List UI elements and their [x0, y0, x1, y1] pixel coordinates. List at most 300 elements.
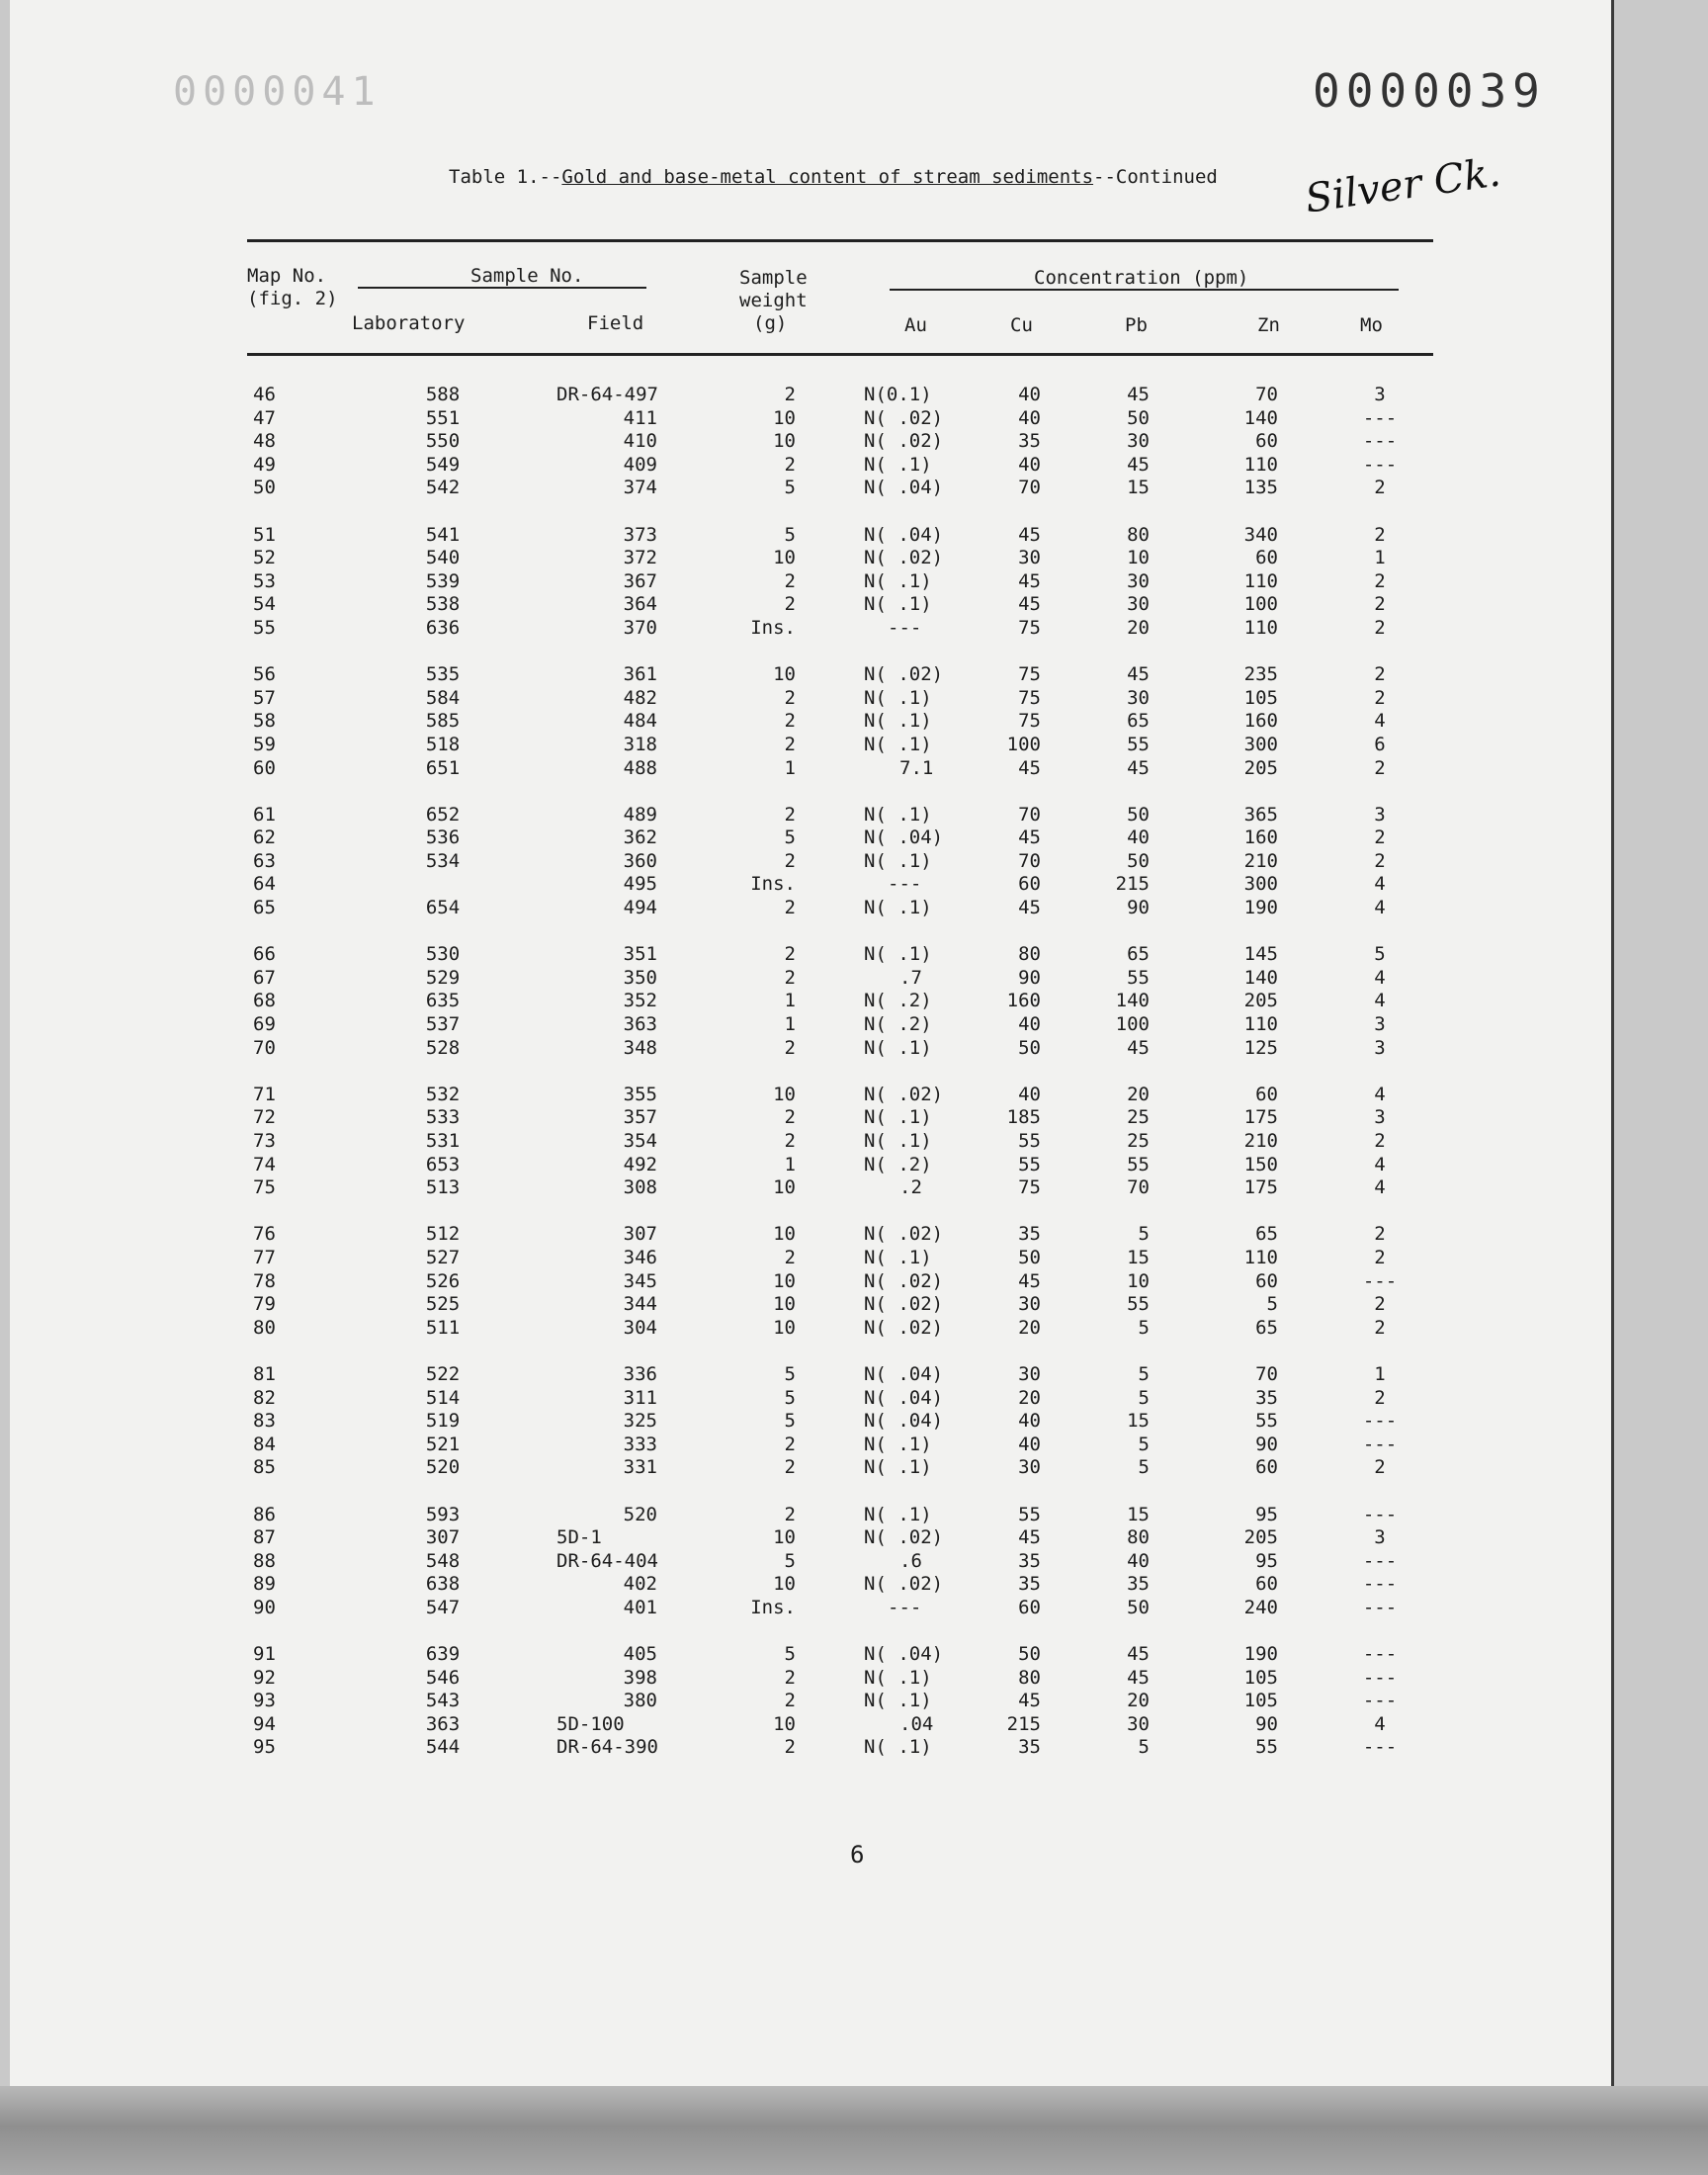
cell-lab: 526: [425, 1269, 461, 1292]
cell-pb: 140: [1115, 990, 1150, 1012]
cell-lab: 540: [425, 547, 461, 569]
cell-field: 482: [623, 686, 657, 709]
cell-field: 308: [623, 1176, 657, 1199]
cell-pb: 25: [1127, 1130, 1150, 1152]
cell-lab: 513: [425, 1176, 461, 1199]
cell-lab: 536: [425, 826, 461, 849]
cell-mo: 2: [1374, 1386, 1386, 1409]
cell-au: N( .1): [864, 686, 932, 709]
cell-pb: 10: [1127, 1269, 1150, 1292]
cell-lab: 528: [425, 1036, 461, 1059]
cell-wt: 2: [784, 1666, 796, 1689]
cell-cu: 100: [1006, 733, 1041, 755]
cell-cu: 75: [1018, 1176, 1041, 1199]
header-field: Field: [587, 312, 644, 334]
cell-pb: 55: [1127, 733, 1150, 755]
table-row: [10, 454, 1611, 478]
cell-zn: 190: [1243, 897, 1278, 919]
cell-mo: 2: [1374, 1246, 1386, 1268]
cell-au: N( .1): [864, 1130, 932, 1152]
cell-au: N( .1): [864, 1246, 932, 1268]
cell-map: 75: [253, 1176, 276, 1199]
cell-wt: 1: [784, 1013, 796, 1036]
cell-pb: 55: [1127, 966, 1150, 989]
cell-pb: 30: [1127, 593, 1150, 616]
cell-wt: 2: [784, 1456, 796, 1479]
cell-pb: 45: [1127, 663, 1150, 686]
cell-map: 56: [253, 663, 276, 686]
cell-lab: 585: [425, 710, 461, 733]
cell-mo: 4: [1374, 873, 1386, 896]
cell-lab: 638: [425, 1573, 461, 1596]
table-row: [10, 1247, 1611, 1270]
cell-au: N( .04): [864, 523, 944, 546]
cell-wt: 2: [784, 1433, 796, 1455]
table-row: [10, 1154, 1611, 1177]
cell-mo: 5: [1374, 943, 1386, 966]
cell-lab: 588: [425, 384, 461, 405]
cell-map: 78: [253, 1269, 276, 1292]
cell-mo: 3: [1374, 803, 1386, 826]
document-number: 0000039: [1313, 64, 1546, 118]
cell-field: 367: [623, 569, 657, 592]
cell-cu: 35: [1018, 1736, 1041, 1759]
cell-cu: 40: [1018, 384, 1041, 405]
cell-mo: 2: [1374, 826, 1386, 849]
cell-wt: 2: [784, 803, 796, 826]
table-row: [10, 804, 1611, 827]
cell-cu: 215: [1006, 1712, 1041, 1735]
cell-wt: 5: [784, 1362, 796, 1385]
cell-pb: 90: [1127, 897, 1150, 919]
cell-cu: 75: [1018, 710, 1041, 733]
table-row: [10, 663, 1611, 687]
cell-cu: 20: [1018, 1386, 1041, 1409]
cell-lab: 519: [425, 1410, 461, 1433]
cell-field: 484: [623, 710, 657, 733]
cell-wt: 2: [784, 897, 796, 919]
cell-map: 51: [253, 523, 276, 546]
cell-map: 70: [253, 1036, 276, 1059]
cell-field: 336: [623, 1362, 657, 1385]
table-row: [10, 524, 1611, 548]
cell-pb: 20: [1127, 1690, 1150, 1712]
cell-pb: 20: [1127, 616, 1150, 639]
cell-zn: 205: [1243, 756, 1278, 779]
cell-mo: 2: [1374, 1456, 1386, 1479]
cell-mo: ---: [1362, 1549, 1398, 1572]
cell-zn: 160: [1243, 826, 1278, 849]
cell-mo: 4: [1374, 1153, 1386, 1175]
cell-zn: 140: [1243, 406, 1278, 429]
cell-field: 354: [623, 1130, 657, 1152]
table-row: [10, 943, 1611, 967]
cell-mo: 4: [1374, 897, 1386, 919]
cell-map: 84: [253, 1433, 276, 1455]
cell-mo: 2: [1374, 756, 1386, 779]
cell-cu: 55: [1018, 1503, 1041, 1525]
cell-pb: 50: [1127, 849, 1150, 872]
cell-pb: 50: [1127, 406, 1150, 429]
cell-pb: 80: [1127, 523, 1150, 546]
table-row: [10, 1037, 1611, 1061]
cell-mo: ---: [1362, 1690, 1398, 1712]
cell-field: 307: [623, 1223, 657, 1246]
table-row: [10, 1223, 1611, 1247]
cell-mo: ---: [1362, 1643, 1398, 1666]
cell-cu: 75: [1018, 663, 1041, 686]
cell-wt: 5: [784, 1549, 796, 1572]
cell-field: 325: [623, 1410, 657, 1433]
table-row: [10, 1176, 1611, 1200]
cell-field: 311: [623, 1386, 657, 1409]
cell-mo: ---: [1362, 430, 1398, 453]
table-row: [10, 1667, 1611, 1691]
cell-au: N( .1): [864, 710, 932, 733]
cell-pb: 5: [1138, 1736, 1150, 1759]
cell-au: N( .1): [864, 897, 932, 919]
sample-no-rule: [358, 287, 646, 289]
cell-lab: 543: [425, 1690, 461, 1712]
handwritten-note: Silver Ck.: [1302, 149, 1503, 222]
cell-au: ---: [888, 873, 922, 896]
table-row: [10, 407, 1611, 431]
cell-field: 494: [623, 897, 657, 919]
cell-cu: 30: [1018, 1293, 1041, 1316]
cell-map: 53: [253, 569, 276, 592]
cell-zn: 60: [1255, 1573, 1278, 1596]
cell-wt: 2: [784, 710, 796, 733]
cell-pb: 45: [1127, 1666, 1150, 1689]
cell-map: 65: [253, 897, 276, 919]
cell-wt: 2: [784, 733, 796, 755]
cell-zn: 65: [1255, 1316, 1278, 1339]
cell-cu: 45: [1018, 1690, 1041, 1712]
cell-au: N( .04): [864, 1643, 944, 1666]
cell-mo: ---: [1362, 406, 1398, 429]
cell-mo: 1: [1374, 547, 1386, 569]
cell-mo: ---: [1362, 1596, 1398, 1618]
cell-mo: ---: [1362, 1503, 1398, 1525]
cell-au: N( .1): [864, 1666, 932, 1689]
cell-field: 348: [623, 1036, 657, 1059]
cell-cu: 70: [1018, 849, 1041, 872]
cell-map: 88: [253, 1549, 276, 1572]
cell-lab: 530: [425, 943, 461, 966]
cell-zn: 175: [1243, 1106, 1278, 1129]
cell-mo: ---: [1362, 1433, 1398, 1455]
cell-au: N( .04): [864, 1362, 944, 1385]
cell-wt: 10: [773, 547, 796, 569]
cell-mo: 6: [1374, 733, 1386, 755]
cell-zn: 95: [1255, 1549, 1278, 1572]
cell-lab: 651: [425, 756, 461, 779]
cell-wt: 2: [784, 1503, 796, 1525]
cell-zn: 105: [1243, 1690, 1278, 1712]
cell-cu: 50: [1018, 1246, 1041, 1268]
cell-mo: 3: [1374, 384, 1386, 405]
cell-wt: 2: [784, 453, 796, 476]
cell-cu: 45: [1018, 523, 1041, 546]
table-row: [10, 1597, 1611, 1620]
cell-zn: 160: [1243, 710, 1278, 733]
cell-wt: 2: [784, 1036, 796, 1059]
table-row: [10, 1690, 1611, 1713]
cell-au: .6: [899, 1549, 922, 1572]
cell-pb: 20: [1127, 1083, 1150, 1105]
header-weight: weight: [739, 290, 808, 311]
cell-wt: 10: [773, 1573, 796, 1596]
cell-field: 333: [623, 1433, 657, 1455]
cell-field: 402: [623, 1573, 657, 1596]
cell-lab: 539: [425, 569, 461, 592]
table-row: [10, 1434, 1611, 1457]
cell-map: 69: [253, 1013, 276, 1036]
table-row: [10, 1293, 1611, 1317]
cell-wt: Ins.: [750, 873, 796, 896]
cell-field: 364: [623, 593, 657, 616]
cell-cu: 40: [1018, 1410, 1041, 1433]
cell-cu: 75: [1018, 616, 1041, 639]
cell-pb: 65: [1127, 943, 1150, 966]
table-row: [10, 1387, 1611, 1411]
cell-au: N( .1): [864, 1036, 932, 1059]
cell-mo: 3: [1374, 1036, 1386, 1059]
cell-pb: 30: [1127, 569, 1150, 592]
cell-lab: 533: [425, 1106, 461, 1129]
table-row: [10, 710, 1611, 734]
cell-field: DR-64-390: [556, 1736, 658, 1759]
table-title: [449, 166, 1218, 188]
cell-au: .7: [899, 966, 922, 989]
cell-map: 76: [253, 1223, 276, 1246]
cell-lab: 518: [425, 733, 461, 755]
cell-field: 355: [623, 1083, 657, 1105]
cell-map: 85: [253, 1456, 276, 1479]
cell-map: 80: [253, 1316, 276, 1339]
cell-field: 372: [623, 547, 657, 569]
cell-map: 86: [253, 1503, 276, 1525]
table-row: [10, 1270, 1611, 1294]
cell-zn: 60: [1255, 547, 1278, 569]
cell-cu: 50: [1018, 1643, 1041, 1666]
cell-map: 72: [253, 1106, 276, 1129]
cell-cu: 30: [1018, 547, 1041, 569]
header-concentration: Concentration (ppm): [1034, 267, 1249, 289]
cell-pb: 5: [1138, 1433, 1150, 1455]
cell-zn: 90: [1255, 1712, 1278, 1735]
cell-field: 5D-1: [556, 1526, 602, 1549]
cell-mo: 2: [1374, 616, 1386, 639]
cell-wt: 10: [773, 1316, 796, 1339]
cell-mo: 2: [1374, 477, 1386, 499]
cell-cu: 40: [1018, 1433, 1041, 1455]
cell-zn: 110: [1243, 1013, 1278, 1036]
cell-zn: 55: [1255, 1410, 1278, 1433]
cell-zn: 110: [1243, 1246, 1278, 1268]
cell-lab: 521: [425, 1433, 461, 1455]
cell-map: 83: [253, 1410, 276, 1433]
cell-pb: 45: [1127, 756, 1150, 779]
cell-wt: 10: [773, 430, 796, 453]
cell-wt: 1: [784, 1153, 796, 1175]
cell-lab: 531: [425, 1130, 461, 1152]
table-row: [10, 617, 1611, 641]
cell-field: 405: [623, 1643, 657, 1666]
cell-map: 64: [253, 873, 276, 896]
cell-cu: 185: [1006, 1106, 1041, 1129]
cell-mo: 4: [1374, 1712, 1386, 1735]
header-zn: Zn: [1257, 314, 1280, 336]
cell-field: 350: [623, 966, 657, 989]
cell-zn: 300: [1243, 733, 1278, 755]
cell-lab: 636: [425, 616, 461, 639]
cell-cu: 40: [1018, 453, 1041, 476]
table-top-rule: [247, 239, 1433, 242]
cell-lab: 547: [425, 1596, 461, 1618]
cell-pb: 5: [1138, 1386, 1150, 1409]
table-row: [10, 570, 1611, 594]
cell-au: ---: [888, 1596, 922, 1618]
cell-pb: 30: [1127, 1712, 1150, 1735]
cell-zn: 190: [1243, 1643, 1278, 1666]
cell-wt: Ins.: [750, 616, 796, 639]
cell-zn: 60: [1255, 1083, 1278, 1105]
table-row: [10, 430, 1611, 454]
cell-wt: 10: [773, 663, 796, 686]
cell-lab: 653: [425, 1153, 461, 1175]
cell-map: 74: [253, 1153, 276, 1175]
cell-lab: 542: [425, 477, 461, 499]
cell-zn: 205: [1243, 990, 1278, 1012]
cell-au: ---: [888, 616, 922, 639]
cell-cu: 45: [1018, 897, 1041, 919]
table-row: [10, 1643, 1611, 1667]
cell-cu: 50: [1018, 1036, 1041, 1059]
cell-mo: 2: [1374, 569, 1386, 592]
cell-pb: 55: [1127, 1293, 1150, 1316]
cell-map: 89: [253, 1573, 276, 1596]
table-row: [10, 593, 1611, 617]
cell-wt: 2: [784, 1736, 796, 1759]
cell-wt: 10: [773, 1176, 796, 1199]
cell-map: 67: [253, 966, 276, 989]
cell-lab: 527: [425, 1246, 461, 1268]
cell-wt: 1: [784, 756, 796, 779]
cell-lab: 593: [425, 1503, 461, 1525]
cell-au: N( .1): [864, 803, 932, 826]
table-row: [10, 990, 1611, 1013]
cell-wt: 5: [784, 477, 796, 499]
cell-pb: 5: [1138, 1316, 1150, 1339]
cell-zn: 110: [1243, 453, 1278, 476]
cell-field: 401: [623, 1596, 657, 1618]
cell-field: 520: [623, 1503, 657, 1525]
cell-pb: 45: [1127, 1036, 1150, 1059]
cell-pb: 5: [1138, 1223, 1150, 1246]
cell-wt: 10: [773, 1712, 796, 1735]
cell-map: 95: [253, 1736, 276, 1759]
cell-field: 410: [623, 430, 657, 453]
cell-field: 411: [623, 406, 657, 429]
table-row: [10, 1573, 1611, 1597]
cell-cu: 80: [1018, 943, 1041, 966]
cell-field: 488: [623, 756, 657, 779]
cell-map: 52: [253, 547, 276, 569]
cell-zn: 210: [1243, 1130, 1278, 1152]
cell-mo: 3: [1374, 1526, 1386, 1549]
cell-mo: 3: [1374, 1106, 1386, 1129]
cell-lab: 529: [425, 966, 461, 989]
cell-field: 373: [623, 523, 657, 546]
cell-lab: 652: [425, 803, 461, 826]
cell-field: 345: [623, 1269, 657, 1292]
cell-au: N( .02): [864, 1573, 944, 1596]
cell-mo: 2: [1374, 686, 1386, 709]
cell-cu: 80: [1018, 1666, 1041, 1689]
table-row: [10, 1526, 1611, 1550]
cell-cu: 45: [1018, 1269, 1041, 1292]
header-pb: Pb: [1125, 314, 1148, 336]
cell-field: 360: [623, 849, 657, 872]
cell-zn: 60: [1255, 430, 1278, 453]
cell-mo: 4: [1374, 1176, 1386, 1199]
cell-pb: 15: [1127, 477, 1150, 499]
cell-cu: 45: [1018, 593, 1041, 616]
cell-mo: 4: [1374, 710, 1386, 733]
cell-cu: 45: [1018, 756, 1041, 779]
table-row: [10, 1013, 1611, 1037]
cell-map: 90: [253, 1596, 276, 1618]
cell-map: 58: [253, 710, 276, 733]
cell-mo: ---: [1362, 453, 1398, 476]
cell-cu: 55: [1018, 1130, 1041, 1152]
cell-pb: 35: [1127, 1573, 1150, 1596]
title-prefix: Table 1.--: [449, 166, 562, 188]
header-map-no: Map No.: [247, 265, 327, 287]
cell-wt: 2: [784, 1130, 796, 1152]
cell-zn: 65: [1255, 1223, 1278, 1246]
cell-wt: 5: [784, 1386, 796, 1409]
cell-cu: 40: [1018, 406, 1041, 429]
cell-pb: 50: [1127, 803, 1150, 826]
cell-pb: 45: [1127, 384, 1150, 405]
cell-map: 91: [253, 1643, 276, 1666]
table-row: [10, 826, 1611, 850]
cell-wt: 5: [784, 1410, 796, 1433]
cell-field: 5D-100: [556, 1712, 625, 1735]
cell-pb: 30: [1127, 430, 1150, 453]
cell-map: 94: [253, 1712, 276, 1735]
cell-map: 73: [253, 1130, 276, 1152]
header-sample-no: Sample No.: [470, 265, 584, 287]
table-row: [10, 1410, 1611, 1434]
cell-wt: 10: [773, 1526, 796, 1549]
cell-zn: 105: [1243, 686, 1278, 709]
cell-map: 77: [253, 1246, 276, 1268]
cell-pb: 30: [1127, 686, 1150, 709]
cell-field: 363: [623, 1013, 657, 1036]
cell-wt: 2: [784, 943, 796, 966]
cell-mo: 2: [1374, 849, 1386, 872]
cell-au: N( .04): [864, 1386, 944, 1409]
cell-wt: 10: [773, 1223, 796, 1246]
cell-cu: 60: [1018, 873, 1041, 896]
cell-field: 362: [623, 826, 657, 849]
cell-au: N( .02): [864, 1526, 944, 1549]
cell-mo: ---: [1362, 1410, 1398, 1433]
cell-au: N( .1): [864, 1433, 932, 1455]
